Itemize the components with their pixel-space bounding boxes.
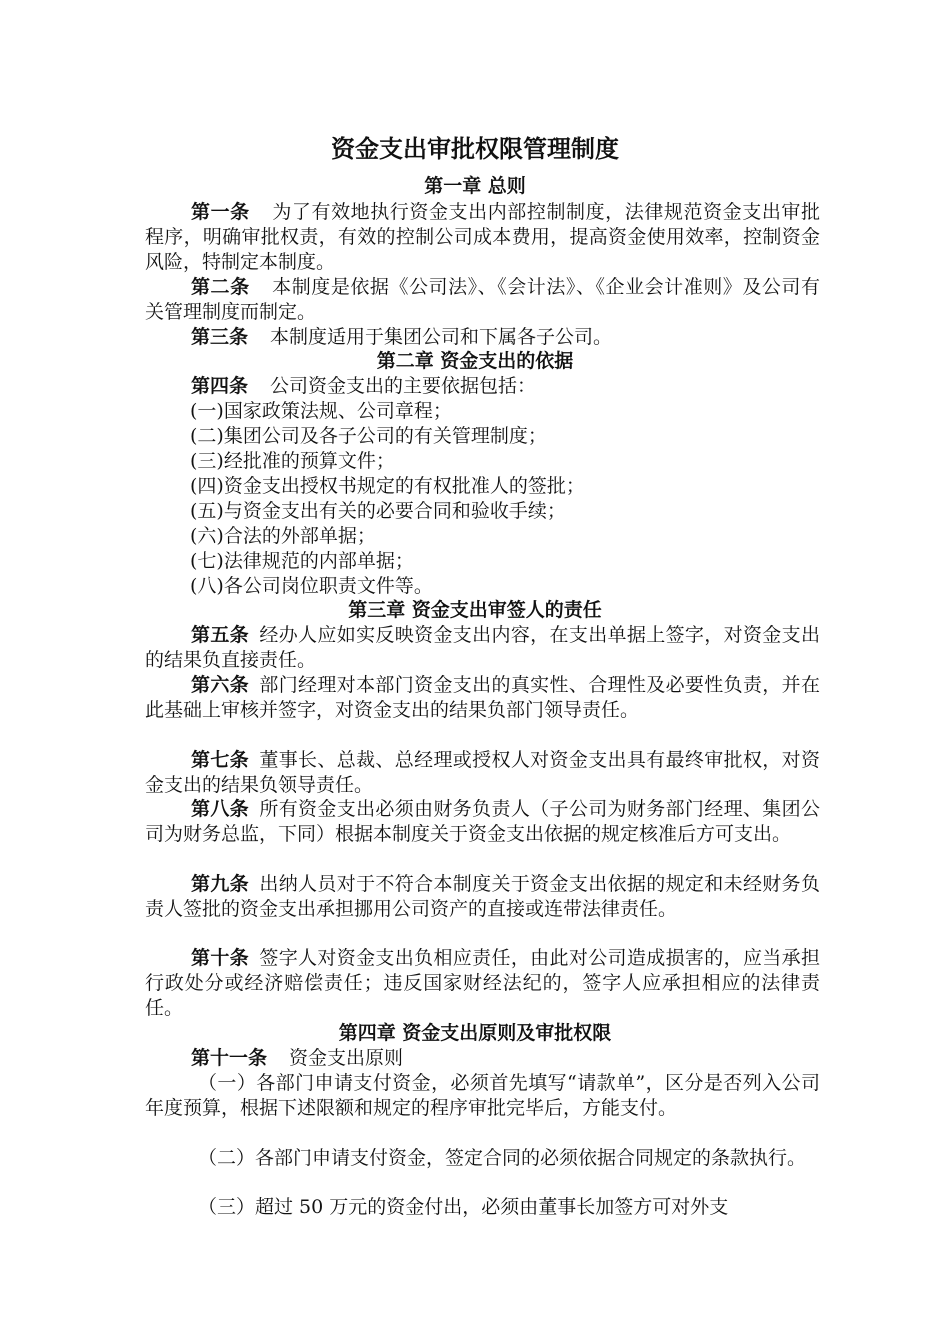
basis-item: (二)集团公司及各子公司的有关管理制度； (190, 425, 547, 447)
article-text: 董事长、总裁、总经理或授权人对资金支出具有最终审批权，对资金支出的结果负领导责任。 (145, 749, 820, 796)
principle-item: （一）各部门申请支付资金，必须首先填写“请款单”，区分是否列入公司年度预算，根据下述限额和规定的程序审批完毕后，方能支付。 (145, 1072, 820, 1119)
article-5 (145, 623, 820, 673)
article-label: 第九条 (191, 873, 250, 895)
article-3 (145, 325, 820, 350)
chapter-4-heading: 第四章 资金支出原则及审批权限 (338, 1022, 612, 1044)
chapter-2-heading: 第二章 资金支出的依据 (376, 350, 574, 372)
article-label: 第十条 (191, 947, 250, 969)
basis-item: (八)各公司岗位职责文件等。 (190, 575, 433, 597)
document-title: 资金支出审批权限管理制度 (331, 135, 619, 163)
article-text: 本制度适用于集团公司和下属各子公司。 (270, 326, 613, 348)
basis-item: (七)法律规范的内部单据； (190, 550, 414, 572)
article-label: 第二条 (191, 276, 250, 298)
article-label: 第六条 (191, 674, 250, 696)
principle-item: （三）超过 50 万元的资金付出，必须由董事长加签方可对外支 (198, 1196, 729, 1218)
article-label: 第八条 (191, 798, 250, 820)
article-6 (145, 673, 820, 723)
article-text: 签字人对资金支出负相应责任，由此对公司造成损害的，应当承担行政处分或经济赔偿责任；违反国家财经法纪的，签字人应承担相应的法律责任。 (145, 947, 820, 1019)
article-text: 所有资金支出必须由财务负责人（子公司为财务部门经理、集团公司为财务总监，下同）根据本制度关于资金支出依据的规定核准后方可支出。 (145, 798, 820, 845)
basis-item: (一)国家政策法规、公司章程； (190, 400, 452, 422)
chapter-3-heading: 第三章 资金支出审签人的责任 (348, 599, 602, 621)
article-text: 出纳人员对于不符合本制度关于资金支出依据的规定和未经财务负责人签批的资金支出承担挪用公司资产的直接或连带法律责任。 (145, 873, 820, 920)
article-7 (145, 748, 820, 798)
article-label: 第五条 (191, 624, 250, 646)
article-label: 第七条 (191, 749, 250, 771)
article-9 (145, 872, 820, 922)
article-2 (145, 275, 820, 325)
basis-item: (六)合法的外部单据； (190, 525, 376, 547)
article-text: 公司资金支出的主要依据包括： (270, 375, 537, 397)
article-text: 本制度是依据《公司法》、《会计法》、《企业会计准则》及公司有关管理制度而制定。 (145, 276, 820, 323)
article-text: 为了有效地执行资金支出内部控制制度，法律规范资金支出审批程序，明确审批权责，有效的控制公司成本费用，提高资金使用效率，控制资金风险，特制定本制度。 (145, 201, 820, 273)
article-11 (145, 1046, 820, 1071)
article-text: 资金支出原则 (289, 1047, 404, 1069)
chapter-1-heading: 第一章 总则 (424, 175, 526, 197)
article-1 (145, 200, 820, 275)
article-text: 部门经理对本部门资金支出的真实性、合理性及必要性负责，并在此基础上审核并签字，对资金支出的结果负部门领导责任。 (145, 674, 820, 721)
principle-item: （二）各部门申请支付资金，签定合同的必须依据合同规定的条款执行。 (198, 1147, 807, 1169)
article-4 (145, 374, 820, 399)
basis-item: (五)与资金支出有关的必要合同和验收手续； (190, 500, 566, 522)
article-text: 经办人应如实反映资金支出内容，在支出单据上签字，对资金支出的结果负直接责任。 (145, 624, 820, 671)
article-label: 第三条 (191, 326, 249, 348)
basis-item: (四)资金支出授权书规定的有权批准人的签批； (190, 475, 585, 497)
article-label: 第十一条 (191, 1047, 268, 1069)
article-10 (145, 946, 820, 1021)
article-label: 第一条 (191, 201, 250, 223)
article-label: 第四条 (191, 375, 249, 397)
basis-item: (三)经批准的预算文件； (190, 450, 395, 472)
article-8 (145, 797, 820, 847)
